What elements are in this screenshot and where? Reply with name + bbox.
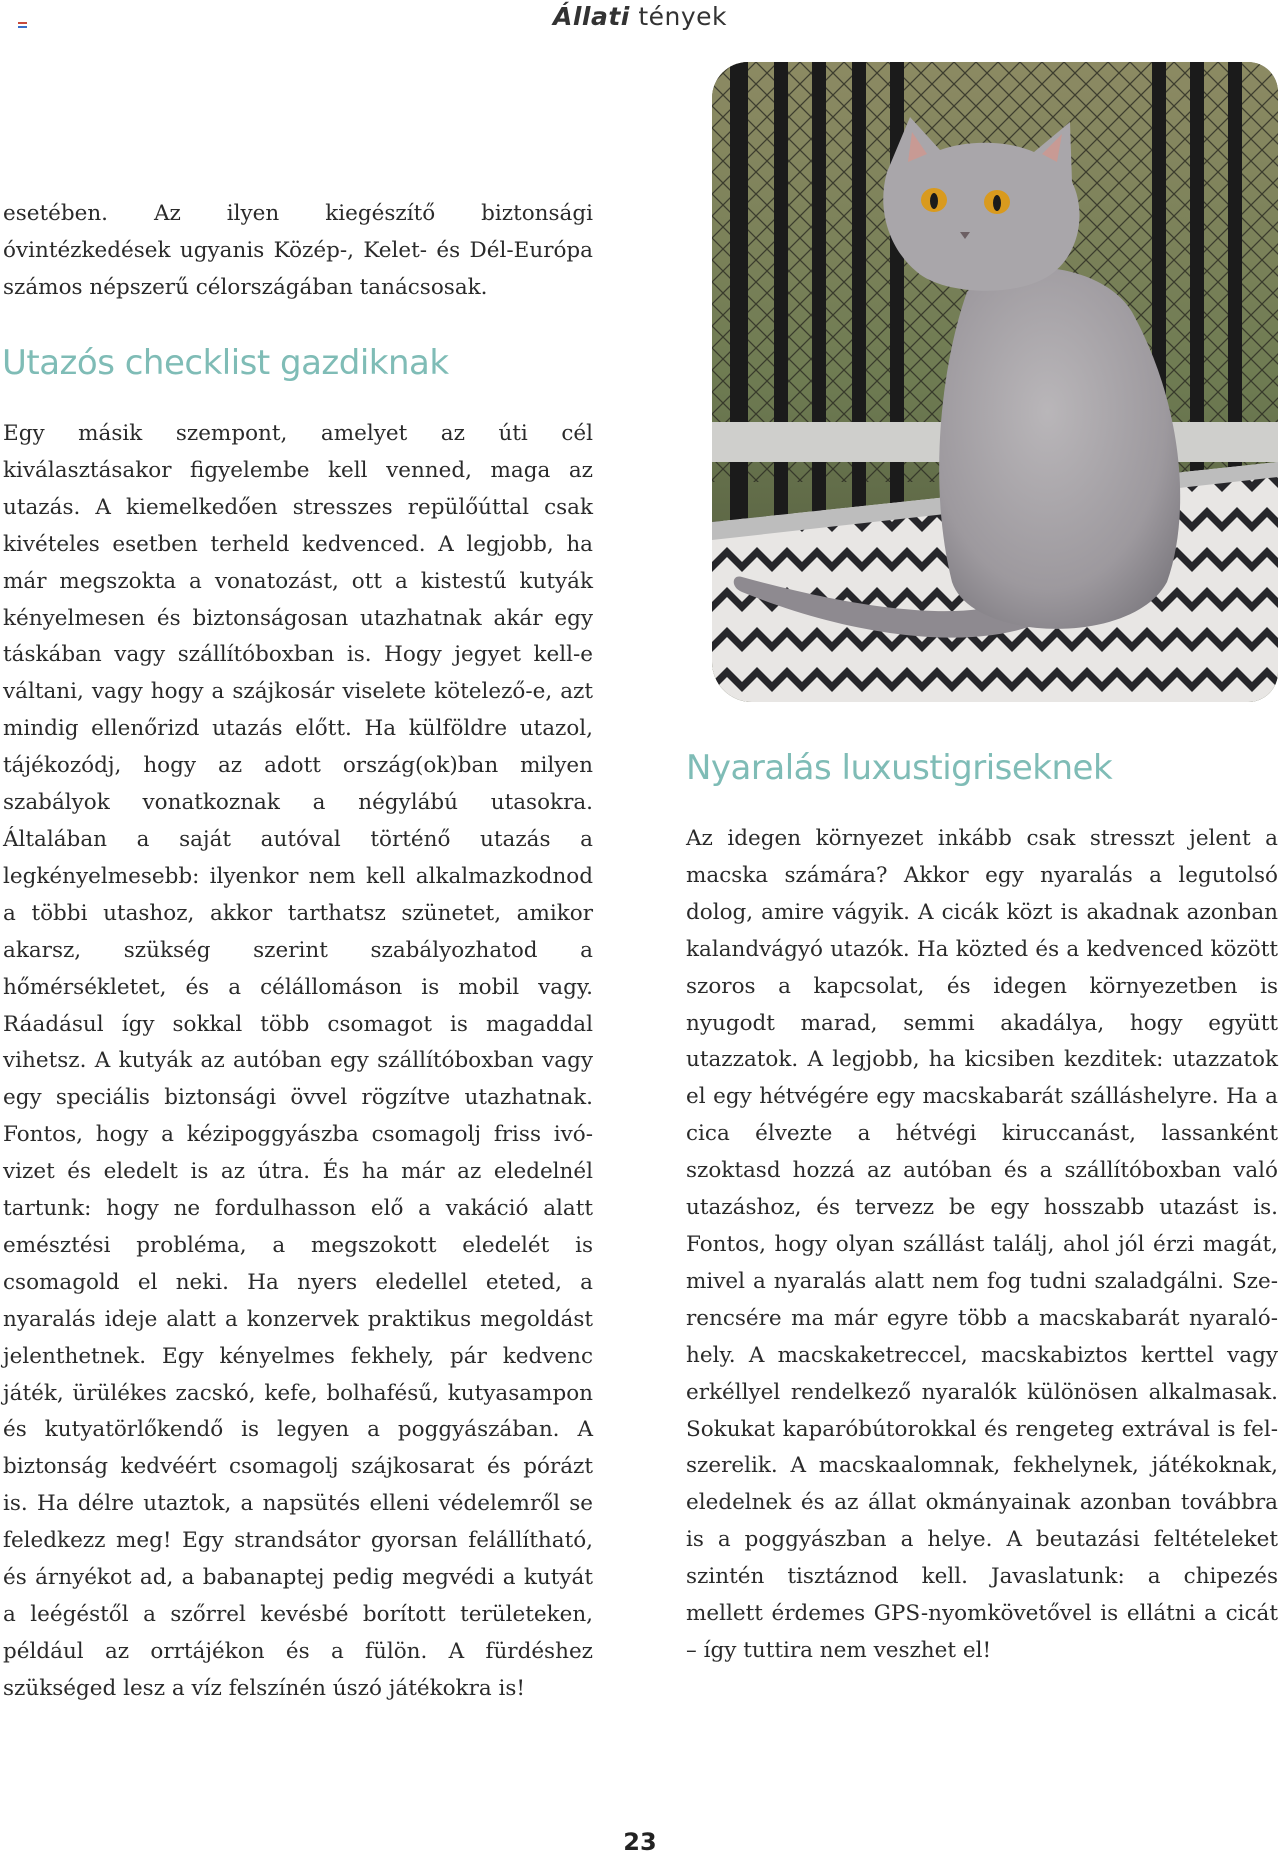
left-body-paragraph: Egy másik szempont, amelyet az úti cél kiválasztásakor figyelembe kell venned, maga az utazás. A kiemelkedően stresszes repülőúttal csak kivételes esetben terheld kedvenced. A legjobb, ha már megszokta a vonatozást, ott a kistestű kutyák kényelmesen és biztonságosan utazhatnak akár egy táskában vagy szállítóboxban is. Hogy jegyet kell-e váltani, vagy hogy a szájkosár viselete kötelező-e, azt mindig ellenőrizd utazás előtt. Ha külföldre utazol, tájékozódj, hogy az adott ország(ok)ban milyen szabályok vonatkoznak a négylábú utasokra. Általában a saját autóval történő utazás a legkényelmesebb: ilyenkor nem kell alkalmazkodnod a többi utashoz, akkor tarthatsz szünetet, amikor akarsz, szükség szerint szabályozhatod a hőmérsékletet, és a célállomáson is mobil vagy. Ráadásul így sokkal több csomagot is magaddal vihetsz. A kutyák az autóban egy szállítóboxban vagy egy speciális biztonsági övvel rögzítve utazhatnak. Fontos, hogy a kézipoggyászba csomagolj friss ivóvizet és eledelt is az útra. És ha már az eledelnél tartunk: hogy ne fordulhasson elő a vakáció alatt emésztési probléma, a megszokott eledelét is csomagold el neki. Ha nyers eledellel eteted, a nyaralás ideje alatt a konzervek praktikus megoldást jelenthetnek. Egy kényelmes fekhely, pár kedvenc játék, ürülékes zacskó, kefe, bolhafésű, kutyasampon és kutyatörlőkendő is legyen a poggyászában. A biztonság kedvéért csomagolj szájkosarat és pórázt is. Ha délre utaztok, a napsütés elleni védelemről se feledkezz meg! Egy strandsátor gyorsan felállítható, és árnyékot ad, a babanaptej pedig megvédi a kutyát a leégéstől a szőrrel kevésbé borított területeken, például az orrtájékon és a fülön. A fürdéshez szükséged lesz a víz felszínén úszó játékokra is! <box>3 421 593 1701</box>
running-head-rest: tények <box>638 2 728 31</box>
right-column-body <box>686 821 1278 1670</box>
intro-paragraph: esetében. Az ilyen kiegészítő biztonsági óvintézkedések ugyanis Közép-, Kelet- és Dél-Európa számos népszerű célországában tanácsosak. <box>3 201 593 300</box>
left-column-body <box>3 416 593 1708</box>
left-column-intro <box>3 196 593 307</box>
heading-nyaralas-luxustigriseknek: Nyaralás luxustigriseknek <box>686 748 1113 788</box>
page-number: 23 <box>623 1828 657 1856</box>
heading-utazos-checklist: Utazós checklist gazdiknak <box>2 343 449 383</box>
running-head <box>0 0 1280 31</box>
running-head-bold: Állati <box>552 2 630 31</box>
cat-photo <box>712 62 1278 702</box>
right-body-paragraph: Az idegen környezet inkább csak stresszt jelent a macska számára? Akkor egy nyaralás a legutolsó dolog, amire vágyik. A cicák közt is akadnak azonban kalandvágyó utazók. Ha közted és a kedvenced között szoros a kapcsolat, és idegen környezetben is nyugodt marad, semmi akadálya, hogy együtt utazzatok. A legjobb, ha kicsiben kezditek: utazzatok el egy hétvégére egy macskabarát szálláshelyre. Ha a cica élvezte a hétvégi kiruccanást, lassanként szoktasd hozzá az autóban és a szállítóboxban való utazáshoz, és tervezz be egy hosszabb utazást is. Fontos, hogy olyan szállást találj, ahol jól érzi magát, mivel a nyaralás alatt nem fog tudni szaladgálni. Szerencsére ma már egyre több a macskabarát nyaralóhely. A macskaketreccel, macskabiztos kerttel vagy erkéllyel rendelkező nyaralók különösen alkalmasak. Sokukat kaparóbútorokkal és rengeteg extrával is felszerelik. A macskaalomnak, fekhelynek, játékoknak, eledelnek és az állat okmányainak azonban továbbra is a poggyászban a helye. A beutazási feltételeket szintén tisztáznod kell. Javaslatunk: a chipezés mellett érdemes GPS-nyomkövetővel is ellátni a cicát – így tuttira nem veszhet el! <box>686 826 1278 1663</box>
